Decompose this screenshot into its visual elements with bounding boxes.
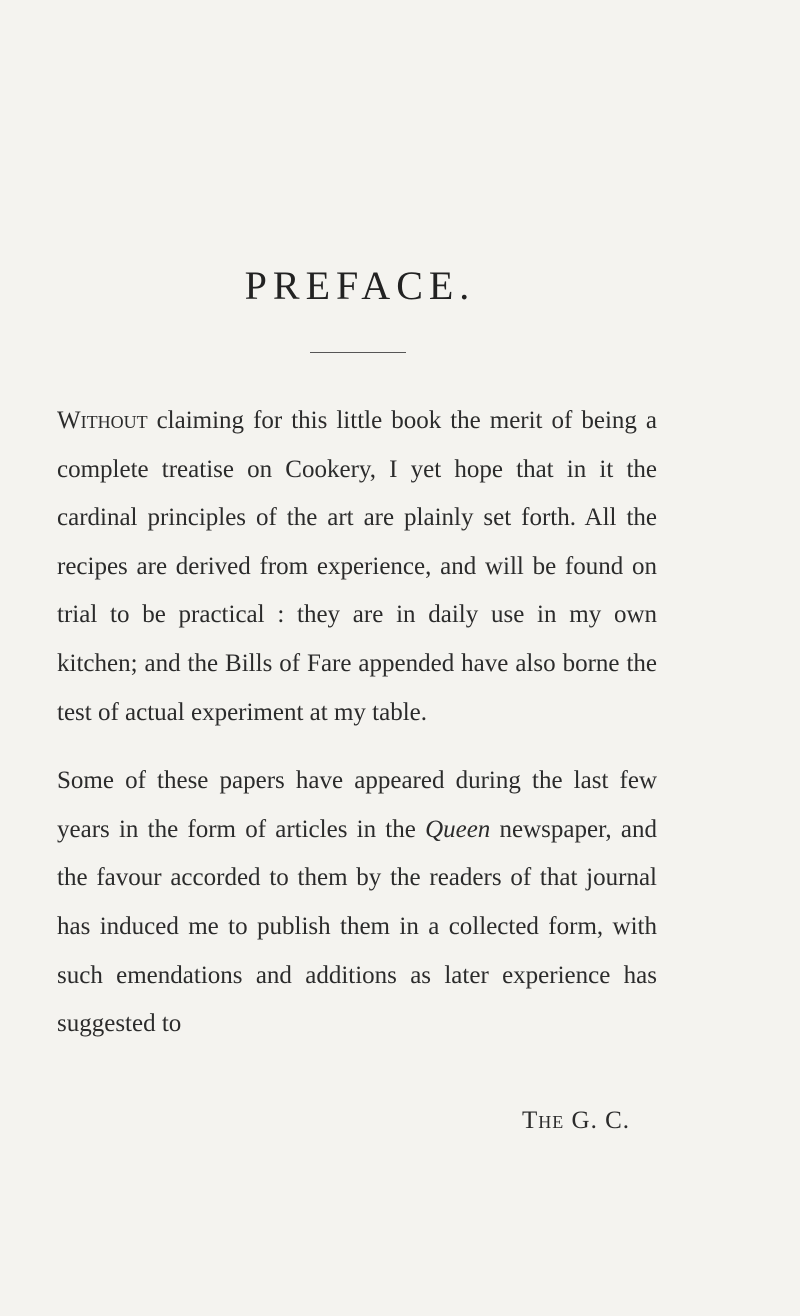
title-divider-rule: [310, 352, 406, 353]
paragraph-2: [57, 757, 657, 1049]
paragraph-1-text: claiming for this little book the merit of being a complete treatise on Cookery, I yet hope that in it the cardinal principles of the art are plainly set forth. All the recipes are derived from experience, and will be found on trial to be practical : they are in daily use in my own kitchen; and the Bills of Fare appended have also borne the test of actual experiment at my table.: [57, 407, 657, 726]
paragraph-2-text-start: Some of these papers have appeared during the last few years in the form of articles in the: [57, 767, 657, 843]
newspaper-name: Queen: [425, 815, 491, 843]
paragraph-2-text-end: newspaper, and the favour accorded to them by the readers of that journal has induced me to publish them in a collected form, with such emendations and additions as later experience has suggested to: [57, 815, 657, 1038]
preface-title: PREFACE.: [244, 263, 476, 308]
author-signature: The G. C.: [522, 1107, 630, 1134]
preface-body: [57, 397, 657, 1049]
paragraph-1-lead-word: Without: [57, 407, 148, 434]
paragraph-1: [57, 397, 657, 737]
